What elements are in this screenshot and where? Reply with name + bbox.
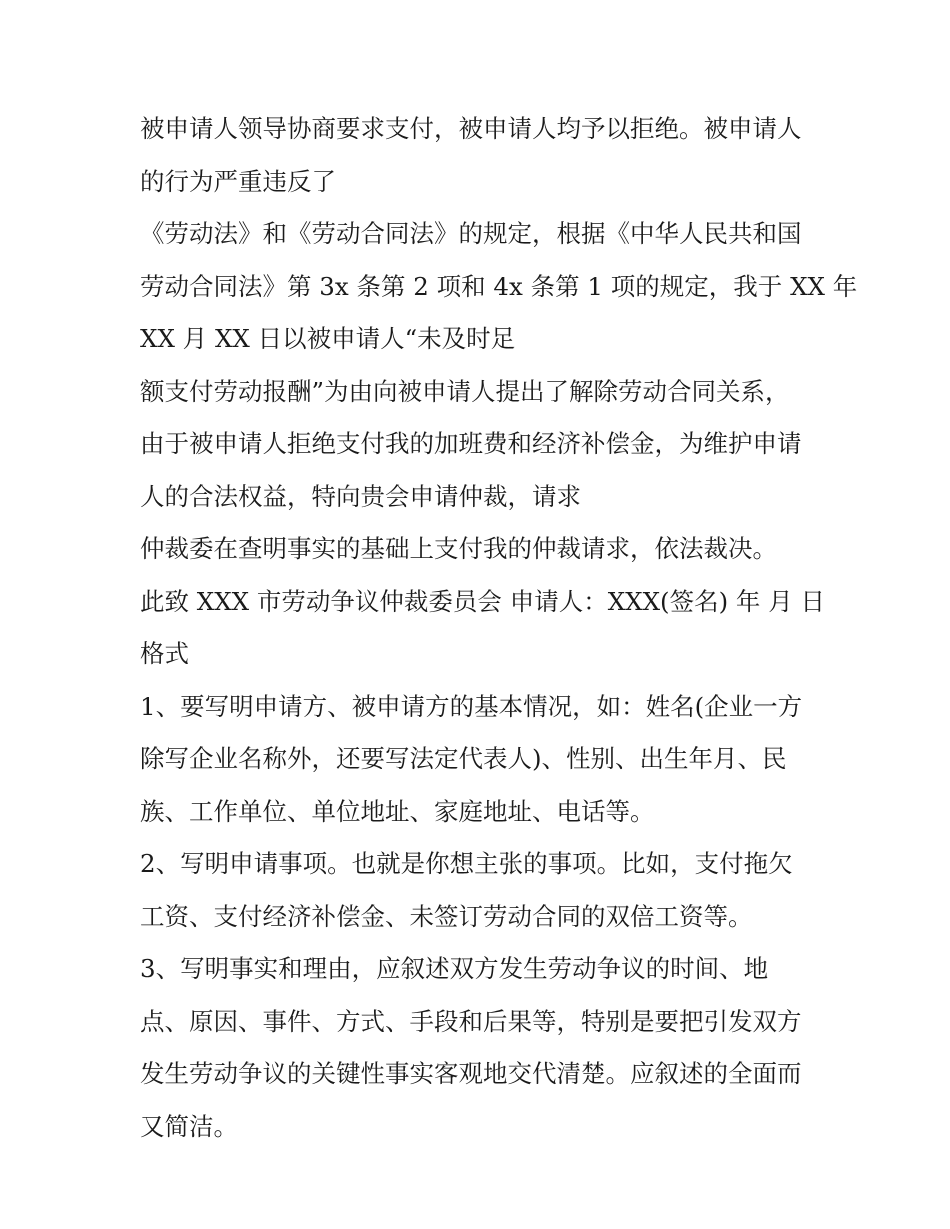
list-item-line: 工资、支付经济补偿金、未签订劳动合同的双倍工资等。 [140,901,753,931]
text-line: 额支付劳动报酬”为由向被申请人提出了解除劳动合同关系， [140,376,790,406]
list-item-line: 发生劳动争议的关键性事实客观地交代清楚。应叙述的全面而 [140,1059,802,1088]
list-item-line: 1、要写明申请方、被申请方的基本情况，如：姓名(企业一方 [140,691,803,721]
list-item-line: 族、工作单位、单位地址、家庭地址、电话等。 [140,796,655,826]
list-item-line: 除写企业名称外，还要写法定代表人)、性别、出生年月、民 [140,744,787,773]
text-line: 的行为严重违反了 [140,166,336,196]
text-line: XX 月 XX 日以被申请人“未及时足 [140,324,516,353]
list-item-line: 点、原因、事件、方式、手段和后果等，特别是要把引发双方 [140,1006,802,1036]
text-line: 人的合法权益，特向贵会申请仲裁，请求 [140,481,581,511]
document-body [140,103,858,1153]
text-line: 劳动合同法》第 3x 条第 2 项和 4x 条第 1 项的规定，我于 XX 年 [140,271,858,301]
list-item-line: 又简洁。 [140,1111,238,1141]
text-line: 由于被申请人拒绝支付我的加班费和经济补偿金，为维护申请 [140,429,802,458]
list-item-line: 2、写明申请事项。也就是你想主张的事项。比如，支付拖欠 [140,849,793,878]
list-item-line: 3、写明事实和理由，应叙述双方发生劳动争议的时间、地 [140,954,769,983]
section-heading: 格式 [140,639,189,668]
text-line: 仲裁委在查明事实的基础上支付我的仲裁请求，依法裁决。 [140,534,777,563]
closing-line: 此致 XXX 市劳动争议仲裁委员会 申请人：XXX(签名) 年 月 日 [140,586,825,616]
text-line: 《劳动法》和《劳动合同法》的规定，根据《中华人民共和国 [140,219,802,248]
text-line: 被申请人领导协商要求支付，被申请人均予以拒绝。被申请人 [140,114,802,143]
